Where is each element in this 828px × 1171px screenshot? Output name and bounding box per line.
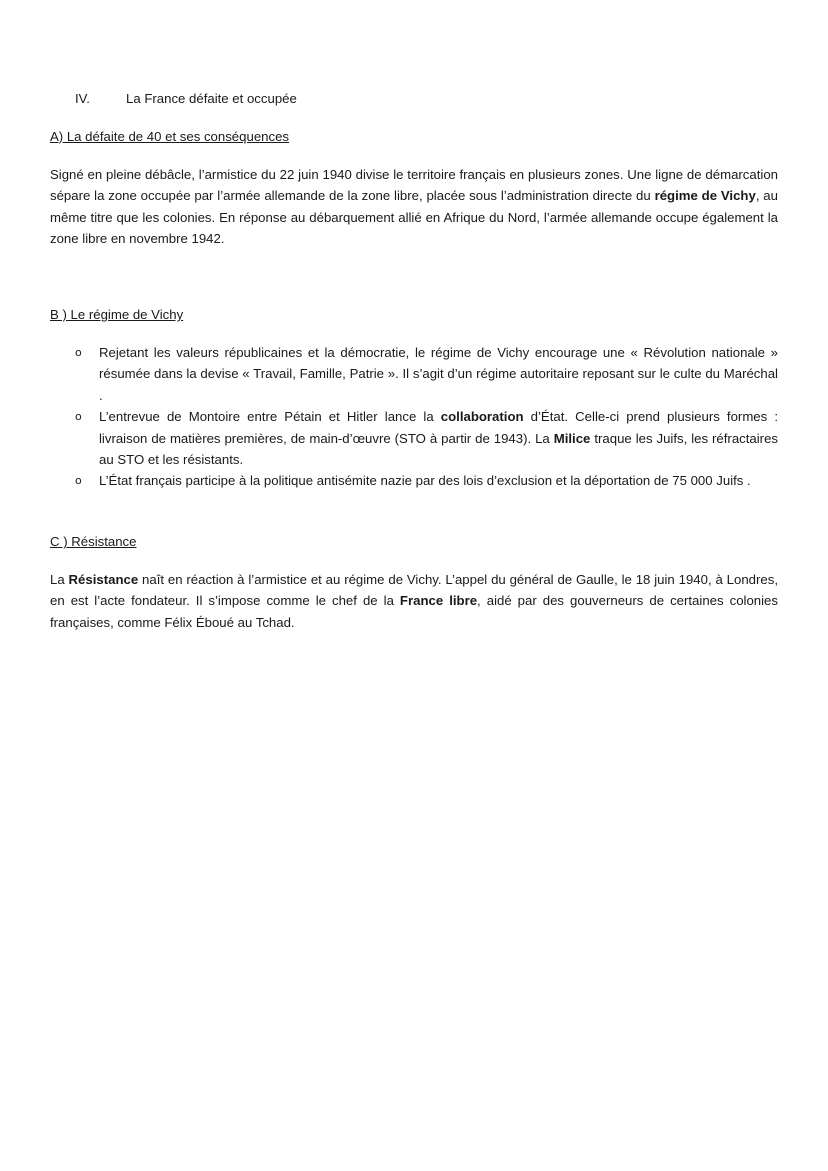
list-item-bold-milice: Milice xyxy=(553,430,591,446)
list-item xyxy=(50,470,778,491)
section-a-bold-term: régime de Vichy xyxy=(654,188,756,204)
section-c-bold-resistance: Résistance xyxy=(68,572,139,587)
list-item xyxy=(50,342,778,406)
section-c-text-1: La xyxy=(50,572,69,587)
bullet-icon: o xyxy=(75,410,82,424)
bullet-icon: o xyxy=(75,346,82,359)
bullet-icon: o xyxy=(75,474,82,488)
section-c-bold-france-libre: France libre xyxy=(399,593,478,609)
section-c-paragraph xyxy=(50,569,778,633)
section-a-paragraph xyxy=(50,164,778,250)
chapter-number: IV. xyxy=(75,91,90,106)
list-item-text-3: traque les Juifs, les réfractaires au STO et les résistants. xyxy=(99,430,779,468)
list-item xyxy=(50,406,778,470)
list-item-text: L’État français participe à la politique antisémite nazie par des lois d’exclusion et la déportation de 75 000 Juifs . xyxy=(99,473,751,489)
section-b-list xyxy=(50,342,778,492)
chapter-heading xyxy=(75,88,775,110)
list-item-text-1: L’entrevue de Montoire entre Pétain et Hitler lance la xyxy=(99,409,441,425)
section-a-text-2: , au même titre que les colonies. En réponse au débarquement allié en Afrique du Nord, l’armée allemande occupe également la zone libre en novembre 1942. xyxy=(50,188,778,247)
section-b-title: B ) Le régime de Vichy xyxy=(50,307,184,322)
section-c-title: C ) Résistance xyxy=(50,534,137,549)
section-a-title: A) La défaite de 40 et ses conséquences xyxy=(50,129,290,144)
section-c-text-3: , aidé par des gouverneurs de certaines colonies françaises, comme Félix Éboué au Tchad. xyxy=(50,593,778,630)
list-item-text-2: d’État. Celle-ci prend plusieurs formes : livraison de matières premières, de main-d’œuvre (STO à partir de 1943). La xyxy=(99,409,778,446)
list-item-bold-collaboration: collaboration xyxy=(440,409,524,425)
section-a-text-1: Signé en pleine débâcle, l’armistice du 22 juin 1940 divise le territoire français en plusieurs zones. Une ligne de démarcation sépare la zone occupée par l’armée allemande de la zone libre, placée sous l’administration directe du xyxy=(50,167,778,204)
chapter-title: La France défaite et occupée xyxy=(126,91,297,106)
list-item-text: Rejetant les valeurs républicaines et la démocratie, le régime de Vichy encourage une « Révolution nationale » résumée dans la devise « Travail, Famille, Patrie ». Il s’agit d’un régime autoritaire reposant sur le culte du Maréchal . xyxy=(99,345,778,403)
section-c-text-2: naît en réaction à l’armistice et au régime de Vichy. L’appel du général de Gaulle, le 18 juin 1940, à Londres, en est l’acte fondateur. Il s’impose comme le chef de la xyxy=(50,572,778,609)
